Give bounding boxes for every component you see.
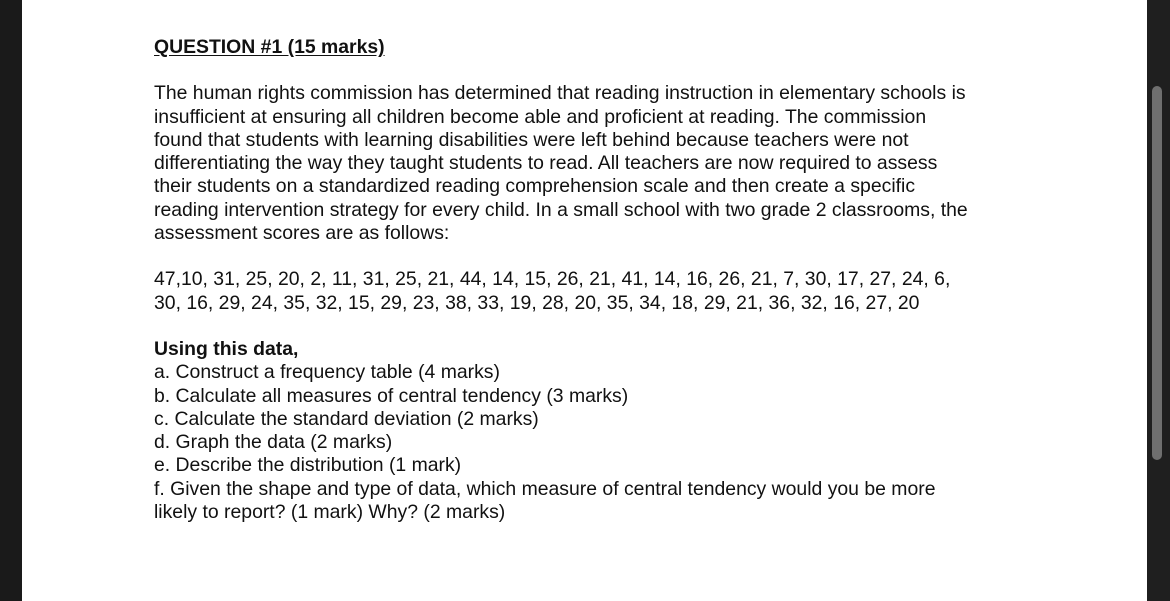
score-data <box>154 268 1024 315</box>
question-heading: QUESTION #1 (15 marks) <box>154 36 385 58</box>
document-page <box>22 0 1147 601</box>
question-item-b: b. Calculate all measures of central tendency (3 marks) <box>154 384 629 407</box>
question-item-c: c. Calculate the standard deviation (2 marks) <box>154 407 539 430</box>
question-content <box>154 36 1024 524</box>
intro-line: differentiating the way they taught students to read. All teachers are now required to assess <box>154 152 938 175</box>
question-item-f-continued: likely to report? (1 mark) Why? (2 marks) <box>154 501 506 524</box>
question-item-a: a. Construct a frequency table (4 marks) <box>154 361 500 384</box>
intro-line: assessment scores are as follows: <box>154 222 450 245</box>
question-item-e: e. Describe the distribution (1 mark) <box>154 454 462 477</box>
intro-line: found that students with learning disabilities were left behind because teachers were not <box>154 128 909 151</box>
intro-line: their students on a standardized reading comprehension scale and then create a specific <box>154 175 916 198</box>
intro-paragraph <box>154 82 1024 245</box>
score-data-line: 30, 16, 29, 24, 35, 32, 15, 29, 23, 38, 33, 19, 28, 20, 35, 34, 18, 29, 21, 36, 32, 16, 27, 20 <box>154 291 920 314</box>
using-data-label: Using this data, <box>154 337 299 360</box>
question-item-d: d. Graph the data (2 marks) <box>154 431 393 454</box>
intro-line: The human rights commission has determined that reading instruction in elementary schools is <box>154 82 966 105</box>
question-item-f: f. Given the shape and type of data, which measure of central tendency would you be more <box>154 477 936 500</box>
score-data-line: 47,10, 31, 25, 20, 2, 11, 31, 25, 21, 44, 14, 15, 26, 21, 41, 14, 16, 26, 21, 7, 30, 17, 27, 24, 6, <box>154 268 951 291</box>
intro-line: insufficient at ensuring all children become able and proficient at reading. The commission <box>154 105 927 128</box>
question-list <box>154 361 1024 524</box>
intro-line: reading intervention strategy for every child. In a small school with two grade 2 classrooms, the <box>154 198 968 221</box>
scrollbar-thumb[interactable] <box>1152 86 1162 460</box>
